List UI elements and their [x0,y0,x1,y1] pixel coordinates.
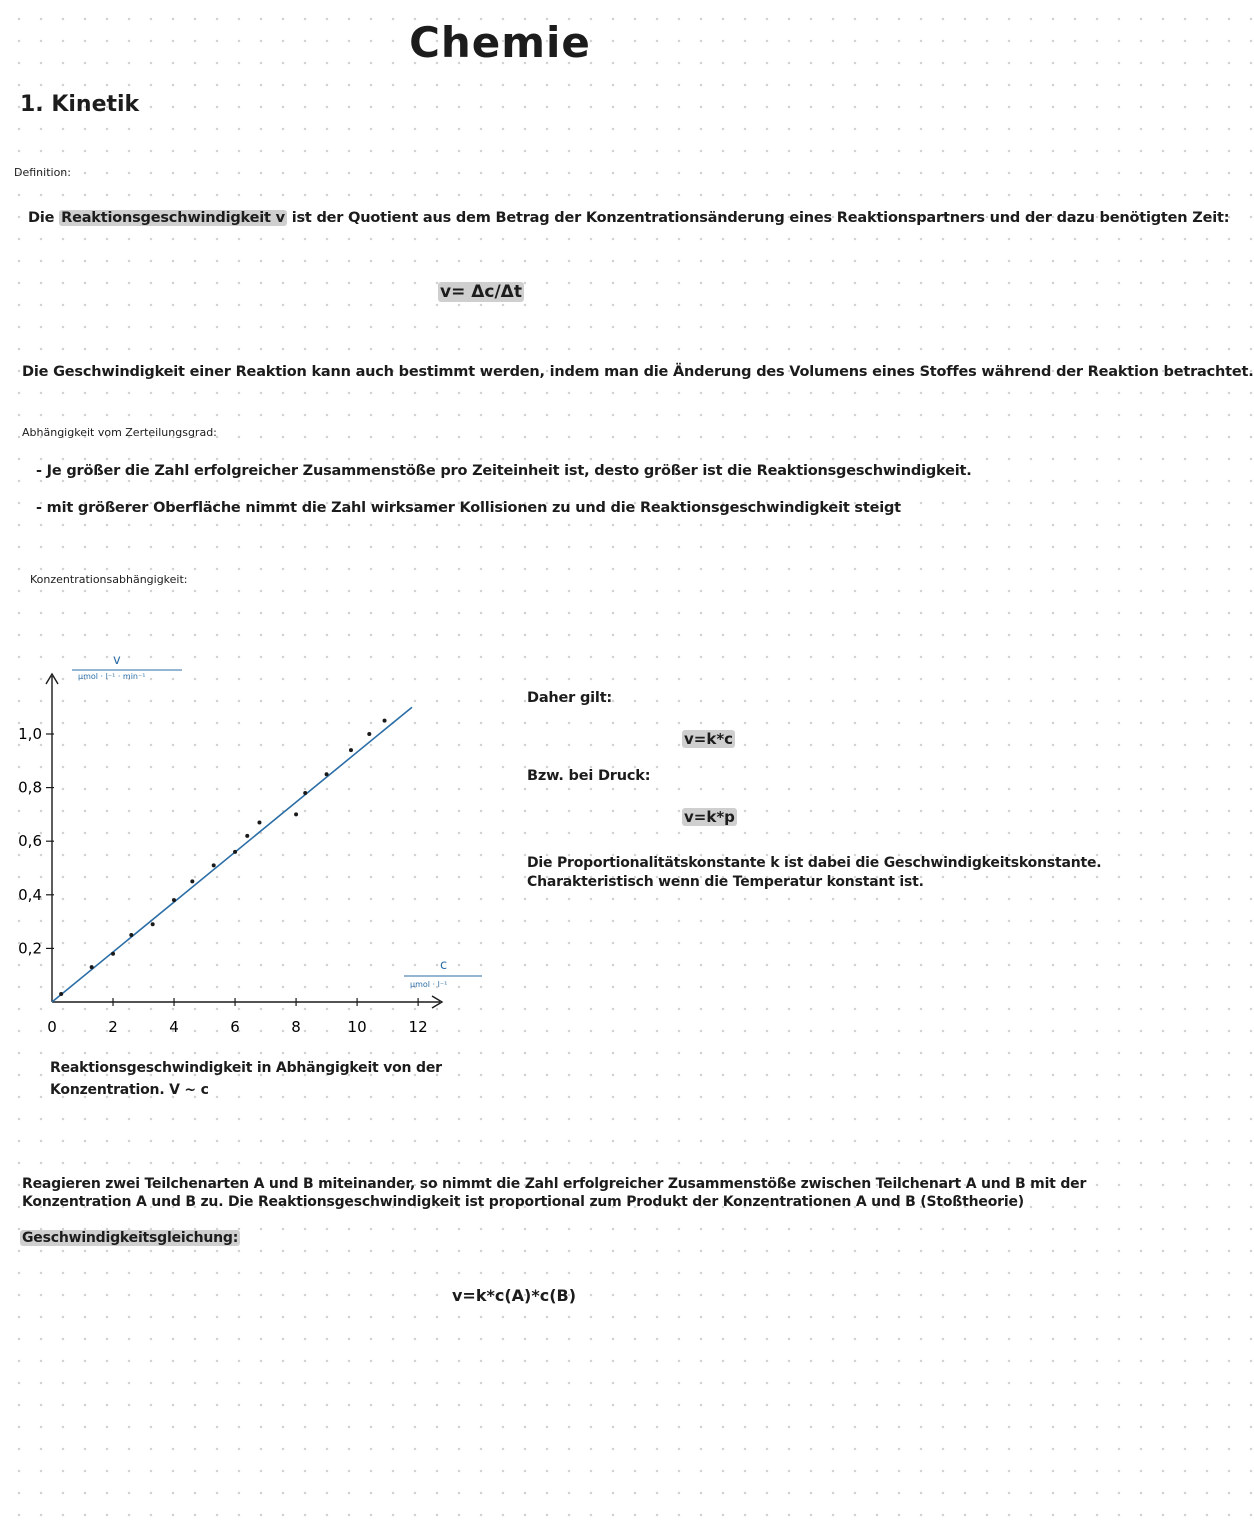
data-point [367,732,371,736]
definition-prefix: Die [28,210,55,226]
data-point [245,834,249,838]
chart-caption-line1: Reaktionsgeschwindigkeit in Abhängigkeit von der [50,1060,442,1076]
definition-rest: ist der Quotient aus dem Betrag der Konzentrationsänderung eines Reaktionspartners und der dazu benötigten Zeit: [291,210,1230,226]
x-tick-label: 10 [347,1018,367,1036]
konz-label: Konzentrationsabhängigkeit: [30,573,188,586]
data-point [212,863,216,867]
react-line-1: Reagieren zwei Teilchenarten A und B miteinander, so nimmt die Zahl erfolgreicher Zusammenstöße zwischen Teilchenart A und B mit der [22,1176,1087,1192]
data-point [303,791,307,795]
zerteilung-label: Abhängigkeit vom Zerteilungsgrad: [22,426,217,439]
prop-line-2: Charakteristisch wenn die Temperatur konstant ist. [527,874,924,890]
y-tick-label: 0,6 [18,832,42,851]
formula-kp: v=k*p [684,808,735,826]
x-tick-label: 12 [408,1018,428,1036]
data-point [383,719,387,723]
x-tick-label: 8 [291,1018,301,1036]
data-point [349,748,353,752]
x-axis-unit: μmol · l⁻¹ [410,980,448,989]
page-title: Chemie [409,18,591,67]
data-point [257,820,261,824]
data-point [111,952,115,956]
data-point [129,933,133,937]
daher-label: Daher gilt: [527,690,613,706]
y-tick-label: 0,8 [18,778,42,797]
react-line-2: Konzentration A und B zu. Die Reaktionsgeschwindigkeit ist proportional zum Produkt der Konzentrationen A und B (Stoßtheorie) [22,1194,1024,1210]
y-axis-unit: μmol · l⁻¹ · min⁻¹ [78,672,146,681]
x-tick-label: 4 [169,1018,179,1036]
chart-caption-line2: Konzentration. V ~ c [50,1082,209,1098]
formula-kc: v=k*c [684,730,734,748]
prop-line-1: Die Proportionalitätskonstante k ist dabei die Geschwindigkeitskonstante. [527,855,1102,871]
formula-rate: v= Δc/Δt [440,282,522,302]
x-tick-label: 0 [47,1018,57,1036]
data-point [172,898,176,902]
data-point [59,992,63,996]
bullet-2: - mit größerer Oberfläche nimmt die Zahl wirksamer Kollisionen zu und die Reaktionsgeschwindigkeit steigt [36,500,901,516]
x-tick-label: 6 [230,1018,240,1036]
section-title: 1. Kinetik [20,92,140,117]
data-point [233,850,237,854]
data-point [325,772,329,776]
druck-label: Bzw. bei Druck: [527,768,651,784]
formula-kab: v=k*c(A)*c(B) [452,1286,577,1305]
x-axis-label: c [440,958,448,973]
data-point [294,812,298,816]
concentration-chart [0,640,500,1060]
volume-sentence: Die Geschwindigkeit einer Reaktion kann auch bestimmt werden, indem man die Änderung des Volumens eines Stoffes während der Reaktion betrachtet. [22,364,1254,380]
gleichung-label: Geschwindigkeitsgleichung: [22,1230,239,1246]
bullet-1: - Je größer die Zahl erfolgreicher Zusammenstöße pro Zeiteinheit ist, desto größer ist die Reaktionsgeschwindigkeit. [36,463,972,479]
data-points [59,719,386,996]
y-tick-label: 1,0 [18,725,42,743]
y-tick-label: 0,2 [18,939,42,958]
definition-term: Reaktionsgeschwindigkeit v [61,210,285,226]
data-point [90,965,94,969]
chart-ticks [18,725,428,1036]
y-tick-label: 0,4 [18,885,42,904]
data-point [190,879,194,883]
definition-label: Definition: [14,166,71,179]
fit-line [52,707,412,1002]
data-point [151,922,155,926]
definition-sentence [28,210,1229,226]
y-axis-label: v [113,653,121,668]
x-tick-label: 2 [108,1018,118,1036]
